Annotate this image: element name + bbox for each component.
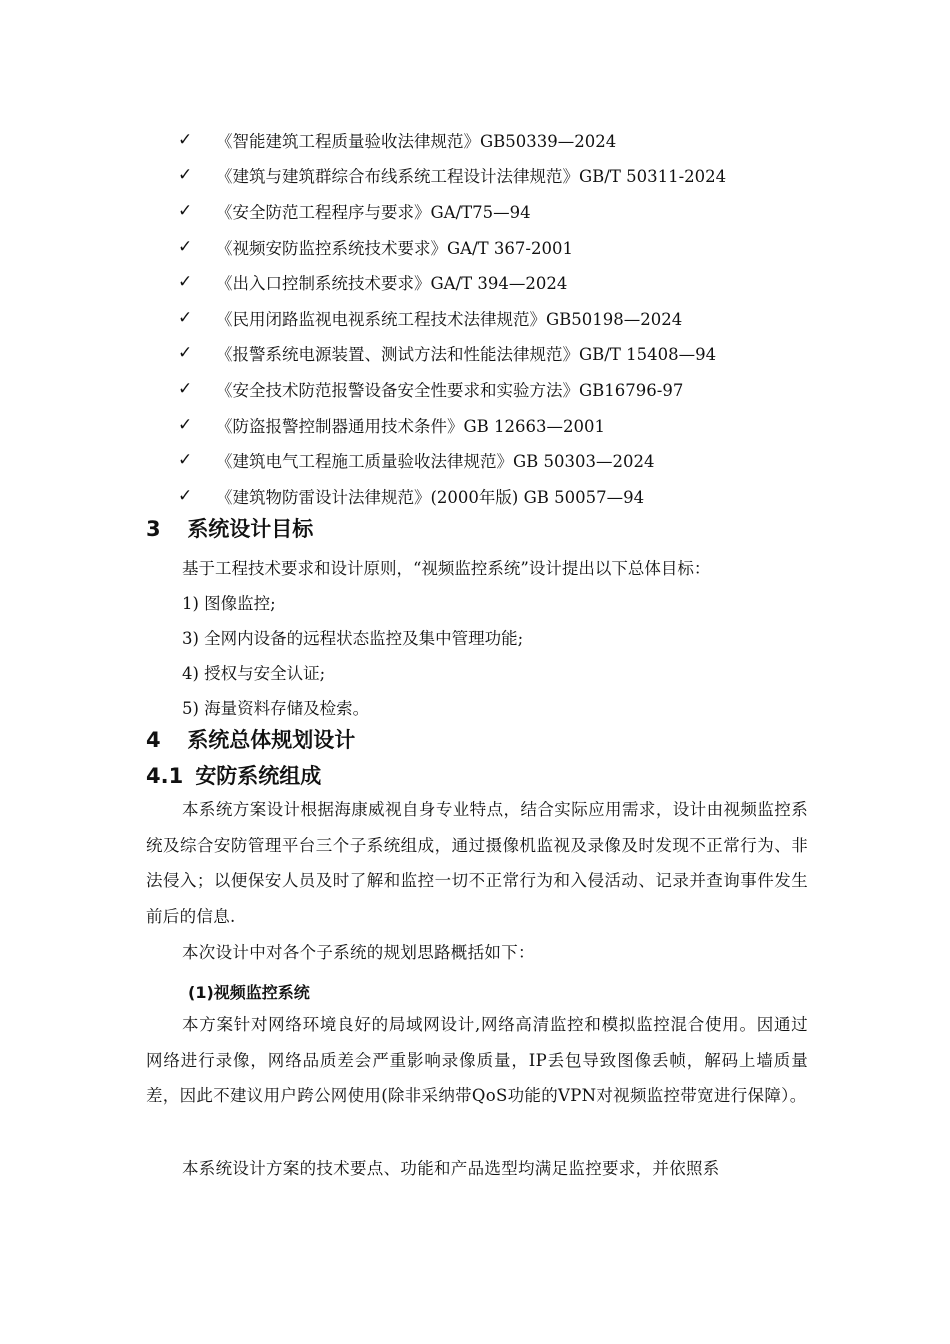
- section-3-intro: 基于工程技术要求和设计原则，“视频监控系统”设计提出以下总体目标：: [182, 559, 711, 578]
- goal-item: 5) 海量资料存储及检索。: [182, 699, 370, 718]
- standard-text: 《安全技术防范报警设备安全性要求和实验方法》GB16796-97: [216, 380, 684, 400]
- standard-text: 《智能建筑工程质量验收法律规范》GB50339—2024: [216, 131, 617, 151]
- section-4-1-heading: [146, 760, 321, 790]
- checkmark-icon: ✓: [178, 450, 193, 471]
- standard-text: 《出入口控制系统技术要求》GA/T 394—2024: [216, 274, 568, 294]
- standard-item: [178, 193, 918, 229]
- subsection-heading: (1)视频监控系统: [188, 983, 310, 1002]
- checkmark-icon: ✓: [178, 414, 193, 435]
- section-title: 系统总体规划设计: [187, 728, 356, 752]
- standard-text: 《建筑物防雷设计法律规范》(2000年版) GB 50057—94: [216, 487, 645, 507]
- section-number: 4.1: [146, 764, 184, 788]
- checkmark-icon: ✓: [178, 307, 193, 328]
- standard-item: [178, 158, 918, 194]
- section-number: 4: [146, 728, 161, 752]
- body-paragraph: 本次设计中对各个子系统的规划思路概括如下：: [182, 943, 535, 962]
- standard-text: 《民用闭路监视电视系统工程技术法律规范》GB50198—2024: [216, 309, 683, 329]
- checkmark-icon: ✓: [178, 236, 193, 257]
- standard-item: [178, 229, 918, 265]
- standard-item: [178, 478, 918, 514]
- standard-item: [178, 371, 918, 407]
- checkmark-icon: ✓: [178, 343, 193, 364]
- standard-text: 《安全防范工程程序与要求》GA/T75—94: [216, 202, 531, 222]
- checkmark-icon: ✓: [178, 272, 193, 293]
- standard-item: [178, 407, 918, 443]
- body-paragraph: 本方案针对网络环境良好的局域网设计,网络高清监控和模拟监控混合使用。因通过网络进行录像，网络品质差会严重影响录像质量，IP丢包导致图像丢帧，解码上墙质量差，因此不建议用户跨公网使用(除非采纳带QoS功能的VPN对视频监控带宽进行保障）。: [146, 1015, 808, 1106]
- checkmark-icon: ✓: [178, 200, 193, 221]
- checkmark-icon: ✓: [178, 129, 193, 150]
- standard-item: [178, 300, 918, 336]
- standard-item: [178, 336, 918, 372]
- section-4-heading: [146, 724, 355, 754]
- standards-checklist: [178, 122, 918, 514]
- goal-item: 4) 授权与安全认证;: [182, 664, 326, 683]
- standard-text: 《视频安防监控系统技术要求》GA/T 367-2001: [216, 238, 573, 258]
- checkmark-icon: ✓: [178, 485, 193, 506]
- goal-item: 1) 图像监控;: [182, 594, 276, 613]
- standard-item: [178, 122, 918, 158]
- standard-item: [178, 442, 918, 478]
- checkmark-icon: ✓: [178, 378, 193, 399]
- body-paragraph: 本系统方案设计根据海康威视自身专业特点，结合实际应用需求，设计由视频监控系统及综合安防管理平台三个子系统组成，通过摄像机监视及录像及时发现不正常行为、非法侵入；以便保安人员及时了解和监控一切不正常行为和入侵活动、记录并查询事件发生前后的信息.: [146, 800, 808, 926]
- standard-text: 《建筑电气工程施工质量验收法律规范》GB 50303—2024: [216, 452, 655, 472]
- standard-text: 《报警系统电源装置、测试方法和性能法律规范》GB/T 15408—94: [216, 345, 717, 365]
- body-paragraph: 本系统设计方案的技术要点、功能和产品选型均满足监控要求，并依照系: [182, 1159, 720, 1178]
- section-title: 安防系统组成: [195, 764, 322, 788]
- standard-item: [178, 264, 918, 300]
- section-number: 3: [146, 517, 161, 541]
- section-title: 系统设计目标: [187, 517, 314, 541]
- goal-item: 3) 全网内设备的远程状态监控及集中管理功能;: [182, 629, 524, 648]
- section-3-heading: [146, 513, 313, 543]
- checkmark-icon: ✓: [178, 165, 193, 186]
- standard-text: 《防盗报警控制器通用技术条件》GB 12663—2001: [216, 416, 606, 436]
- standard-text: 《建筑与建筑群综合布线系统工程设计法律规范》GB/T 50311-2024: [216, 167, 727, 187]
